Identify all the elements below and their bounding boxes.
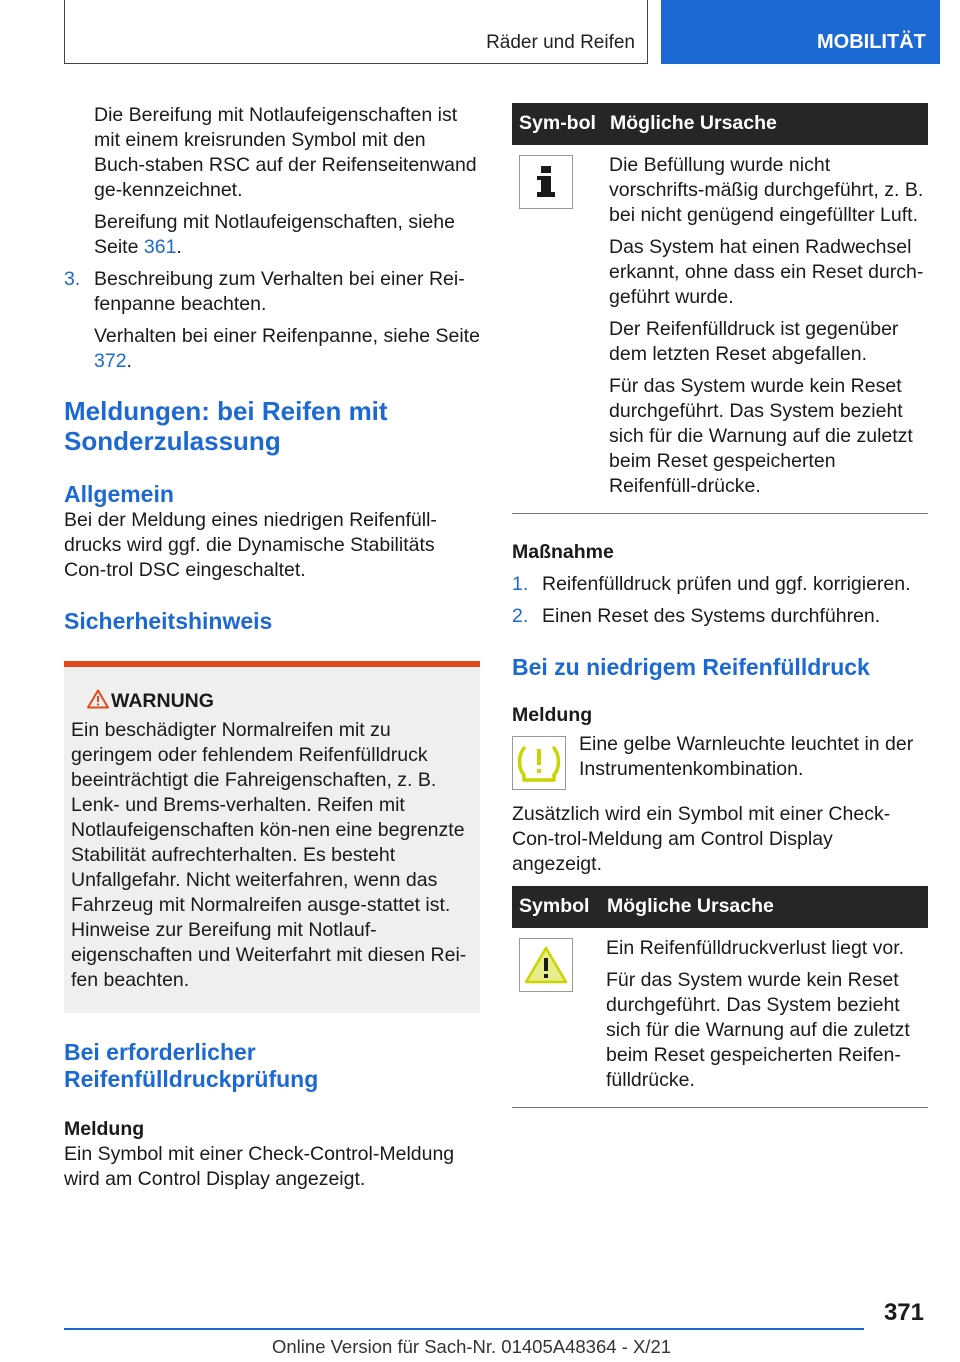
heading-meldung: Meldung — [64, 1118, 145, 1140]
cause-text: Für das System wurde kein Reset durchgeführt. Das System bezieht sich für die Warnung auf die zuletzt beim Reset gespeicherten Reifen‐fülldrücke. — [606, 969, 910, 1091]
heading-niedriger-fuelldruck: Bei zu niedrigem Reifenfülldruck — [512, 654, 870, 680]
page-number: 371 — [883, 1299, 924, 1326]
step-item — [512, 572, 928, 597]
heading-sicherheitshinweis: Sicherheitshinweis — [64, 608, 273, 634]
heading-meldung: Meldung — [512, 704, 593, 726]
cause-text: Für das System wurde kein Reset durchgeführt. Das System bezieht sich für die Warnung auf die zuletzt beim Reset gespeicherten Reifenfüll‐drücke. — [609, 375, 913, 497]
cause-cell — [603, 145, 928, 514]
warning-box — [64, 661, 480, 1013]
warning-triangle-icon — [87, 689, 109, 709]
heading-reifenfuelldruckpruefung: Bei erforderlicher Reifenfülldruckprüfung — [64, 1039, 319, 1092]
step-text: Reifenfülldruck prüfen und ggf. korrigieren. — [542, 573, 911, 595]
heading-allgemein: Allgemein — [64, 481, 174, 507]
symbol-cell — [512, 145, 603, 514]
cause-text: Ein Reifenfülldruckverlust liegt vor. — [606, 937, 905, 959]
left-column — [64, 103, 480, 1192]
tire-pressure-warning-lamp-icon — [512, 736, 566, 790]
warning-triangle-icon — [519, 938, 573, 992]
table-header-row — [512, 886, 928, 928]
list-item-reference: Verhalten bei einer Reifenpanne, siehe Seite 372. — [94, 325, 480, 372]
warning-text: Ein beschädigter Normalreifen mit zu geringem oder fehlendem Reifenfülldruck beeinträchtigt die Fahreigenschaften, z. B. Lenk- und Brems‐verhalten. Reifen mit Notlaufeigenschaften kön‐nen eine begrenzte Stabilität aufrechterhalten. Es besteht Unfallgefahr. Nicht weiterfahren, wenn das Fahrzeug mit Normalreifen ausge‐stattet ist. Hinweise zur Bereifung mit Notlauf‐eigenschaften und Weiterfahrt mit diesen Rei‐fen beachten. — [71, 719, 467, 991]
warning-lamp-text: Eine gelbe Warnleuchte leuchtet in der Instrumentenkombination. — [579, 733, 914, 780]
warning-title — [71, 689, 473, 714]
right-column — [512, 103, 928, 1108]
header-chapter-tab: MOBILITÄT — [661, 0, 940, 64]
step-text: Einen Reset des Systems durchführen. — [542, 605, 881, 627]
warning-lamp-row — [512, 732, 928, 796]
table-row — [512, 928, 928, 1108]
warning-label: WARNUNG — [111, 690, 214, 712]
cause-cell — [600, 928, 928, 1108]
table-header-cause: Mögliche Ursache — [603, 103, 928, 145]
meldung-paragraph: Ein Symbol mit einer Check-Control-Meldung wird am Control Display angezeigt. — [64, 1143, 455, 1190]
footer-online-version: Online Version für Sach-Nr. 01405A48364 - X/21 — [272, 1336, 672, 1357]
page-link-372[interactable]: 372 — [94, 350, 127, 372]
list-number: 3. — [64, 268, 81, 290]
allgemein-paragraph: Bei der Meldung eines niedrigen Reifenfüll‐drucks wird ggf. die Dynamische Stabilitäts Con‐trol DSC eingeschaltet. — [64, 509, 437, 581]
intro-reference: Bereifung mit Notlaufeigenschaften, siehe Seite 361. — [94, 211, 455, 258]
section-heading: Meldungen: bei Reifen mit Sonderzulassung — [64, 396, 388, 456]
table-header-cause: Mögliche Ursache — [600, 886, 928, 928]
step-number: 1. — [512, 573, 529, 595]
heading-massnahme: Maßnahme — [512, 541, 614, 563]
page-link-361[interactable]: 361 — [143, 236, 177, 258]
list-item-text: Beschreibung zum Verhalten bei einer Rei‐fenpanne beachten. — [94, 268, 465, 315]
table-row — [512, 145, 928, 514]
table-header-row — [512, 103, 928, 145]
footer-rule — [64, 1328, 864, 1330]
cause-text: Der Reifenfülldruck ist gegenüber dem letzten Reset abgefallen. — [609, 318, 899, 365]
table-header-symbol: Sym‐bol — [512, 103, 603, 145]
cause-table-2 — [512, 886, 928, 1108]
step-number: 2. — [512, 605, 529, 627]
symbol-cell — [512, 928, 600, 1108]
cause-text: Das System hat einen Radwechsel erkannt, ohne dass ein Reset durch‐geführt wurde. — [609, 236, 924, 308]
header-frame — [64, 0, 648, 64]
intro-reference-text: Bereifung mit Notlaufeigenschaften, siehe Seite — [94, 211, 455, 258]
header-section-title: Räder und Reifen — [486, 32, 635, 53]
intro-paragraph: Die Bereifung mit Notlaufeigenschaften ist mit einem kreisrunden Symbol mit den Buch‐staben RSC auf der Reifenseitenwand ge‐kennzeichnet. — [94, 104, 477, 201]
step-item — [512, 604, 928, 629]
cause-text: Die Befüllung wurde nicht vorschrifts‐mäßig durchgeführt, z. B. bei nicht genügend eingefüllter Luft. — [609, 154, 924, 226]
list-item-3 — [64, 267, 480, 374]
table-header-symbol: Symbol — [512, 886, 600, 928]
cause-table-1 — [512, 103, 928, 514]
zusatz-paragraph: Zusätzlich wird ein Symbol mit einer Check-Con‐trol-Meldung am Control Display angezeigt. — [512, 803, 891, 875]
list-item-reference-text: Verhalten bei einer Reifenpanne, siehe Seite — [94, 325, 480, 347]
info-icon — [519, 155, 573, 209]
